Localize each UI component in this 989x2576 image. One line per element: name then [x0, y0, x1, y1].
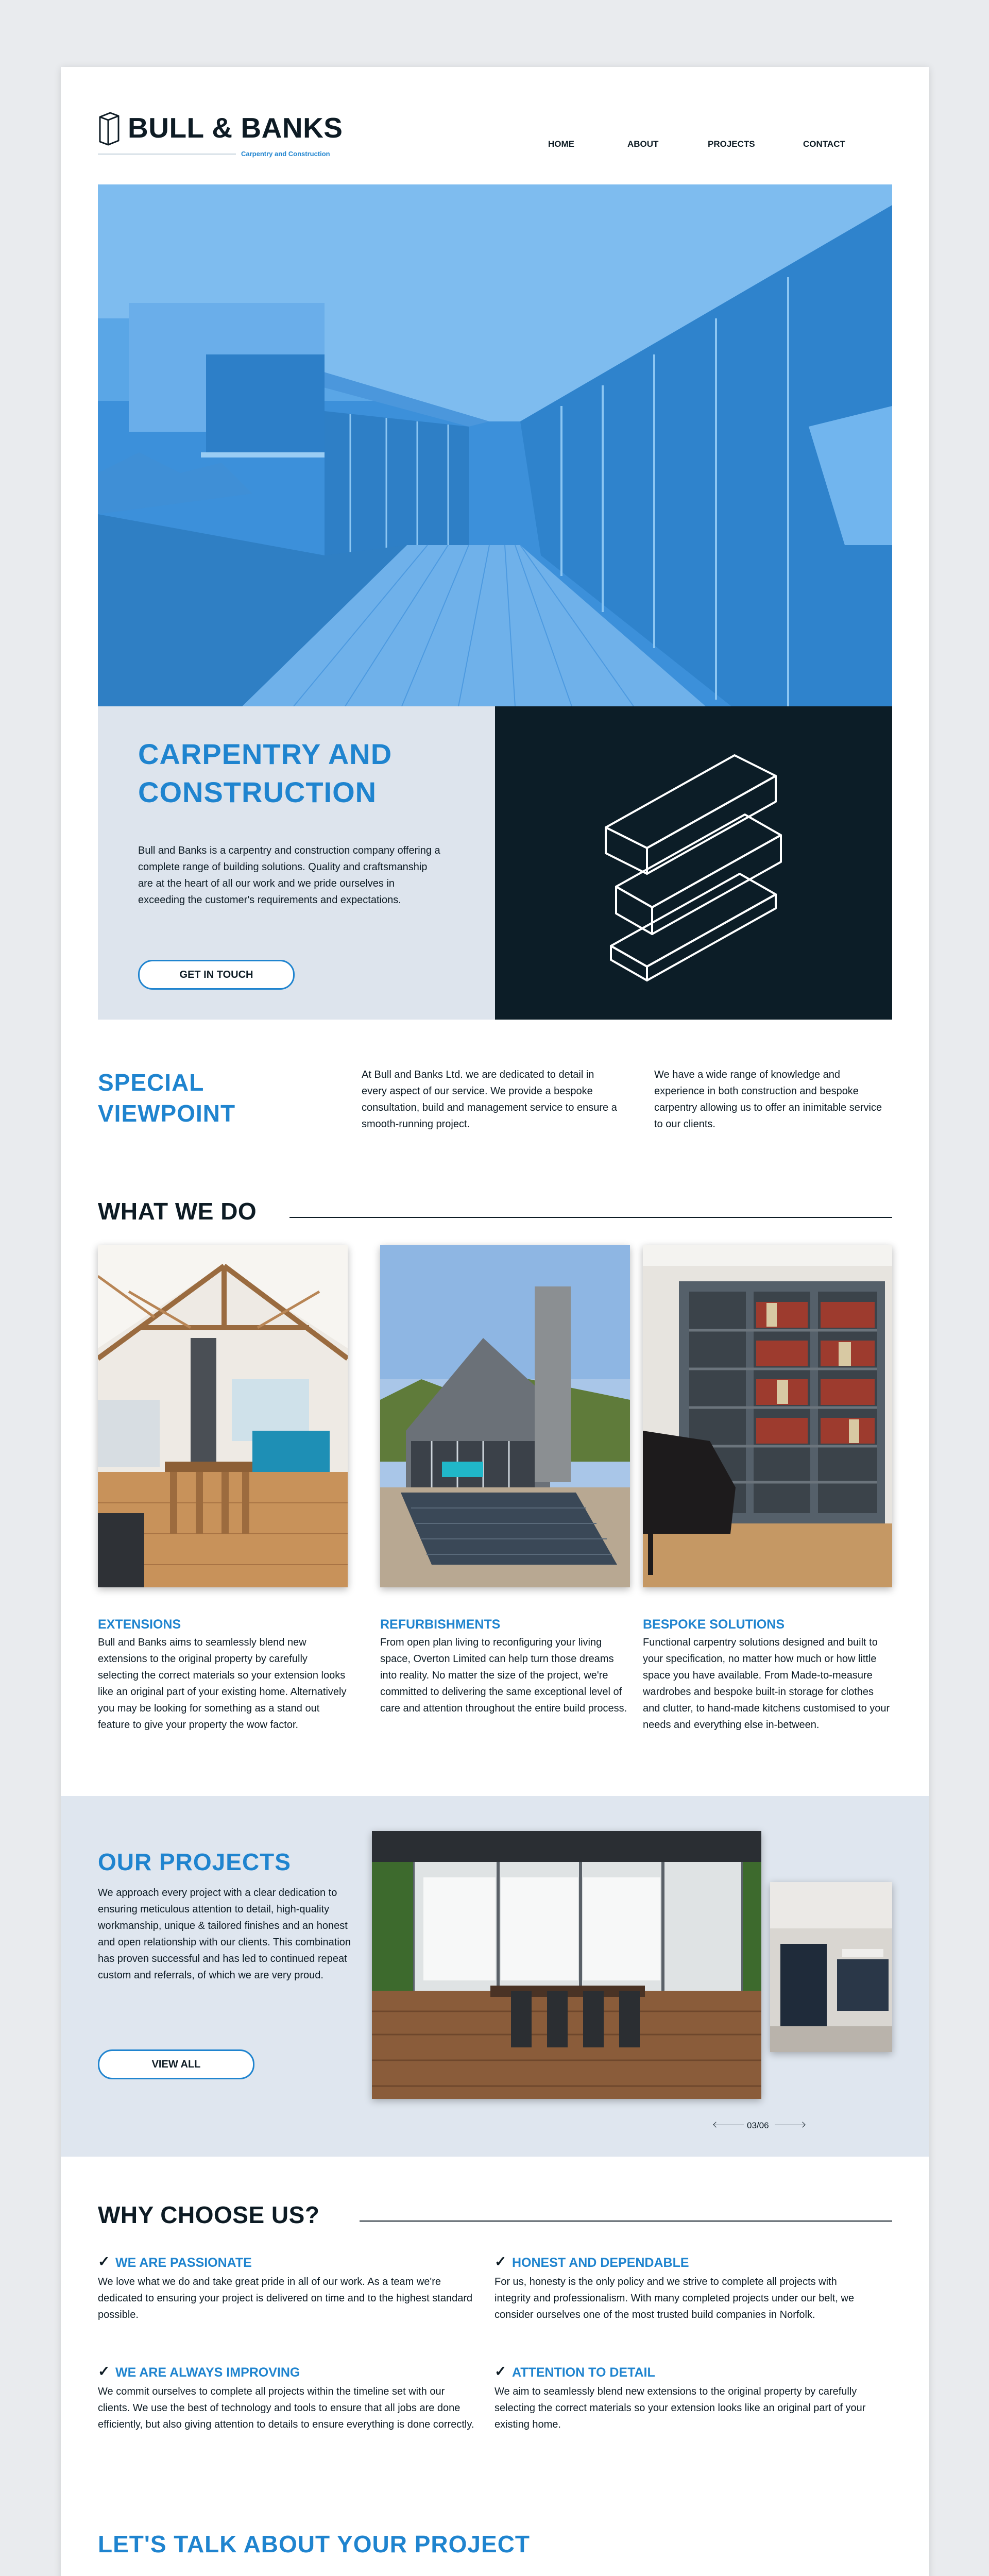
why-item-passionate-text: We love what we do and take great pride in all of our work. As a team we're dedicated to ensuring your project is delivered on time and to the highest standard possible.: [98, 2276, 473, 2320]
header-logo[interactable]: [98, 110, 343, 166]
hero-text-panel: [98, 706, 495, 1020]
pager-count: 03/06: [747, 2121, 769, 2130]
hero-house-illustration: [98, 184, 892, 706]
viewpoint-heading-line2: VIEWPOINT: [98, 1100, 236, 1127]
card-bespoke: [643, 1618, 892, 1733]
bespoke-solutions-photo: [643, 1245, 892, 1587]
nav-home[interactable]: HOME: [548, 139, 574, 149]
why-item-honest-title: HONEST AND DEPENDABLE: [512, 2256, 689, 2270]
what-we-do-rule: [289, 1217, 892, 1218]
card-refurbishments-text: From open plan living to reconfiguring your living space, Overton Limited can help turn those dreams into reality. No matter the size of the project, we're committed to delivering the same exceptional level of care and attention throughout the entire build process.: [380, 1637, 627, 1714]
card-extensions-text: Bull and Banks aims to seamlessly blend new extensions to the original property by carefully selecting the correct materials so your extension looks like an original part of your existing home. Alternatively you may be looking for something as a stand out feature to give your property the wow factor.: [98, 1637, 347, 1731]
pager-prev-arrowhead: [713, 2122, 719, 2127]
brand-tagline: Carpentry and Construction: [241, 150, 330, 158]
card-extensions: [98, 1618, 355, 1733]
project-kitchen-illustration: [770, 1882, 892, 2052]
why-item-honest-text: For us, honesty is the only policy and we strive to complete all projects with integrity and professionalism. With many completed projects under our belt, we consider ourselves one of the most trusted build companies in Norfolk.: [494, 2276, 855, 2320]
hero-heading-line1: CARPENTRY AND: [138, 738, 393, 770]
why-item-improving-text: We commit ourselves to complete all projects within the timeline set with our clients. We use the best of technology and tools to ensure that all jobs are done efficiently, but also giving attention to details to ensure everything is done correctly.: [98, 2386, 474, 2430]
why-item-improving: [98, 2363, 479, 2433]
card-bespoke-text: Functional carpentry solutions designed and built to your specification, no matter how much or how little space you have available. From Made-to-measure wardrobes and bespoke built-in storage for clothes and clutter, to hand-made kitchens customised to your needs and everything else in-between.: [643, 1637, 890, 1731]
what-we-do-title: WHAT WE DO: [98, 1198, 257, 1225]
project-photo-next[interactable]: [770, 1882, 892, 2052]
projects-body: We approach every project with a clear dedication to ensuring meticulous attention to detail, high-quality workmanship, unique & tailored finishes and an honest and open relationship with our clients. This combination has proven successful and has led to continued repeat custom and referrals, of which we are very proud.: [98, 1887, 351, 1981]
viewpoint-heading-line1: SPECIAL: [98, 1069, 204, 1096]
kitchen-interior-illustration: [98, 1245, 348, 1587]
viewpoint-section: [98, 1066, 892, 1170]
logo-underline: [98, 154, 236, 155]
why-item-detail-title: ATTENTION TO DETAIL: [512, 2365, 655, 2380]
nav-contact[interactable]: CONTACT: [803, 139, 845, 149]
project-patio-illustration: [372, 1831, 761, 2099]
extensions-photo: [98, 1245, 348, 1587]
contact-form-title: LET'S TALK ABOUT YOUR PROJECT: [98, 2531, 531, 2557]
nav-about[interactable]: ABOUT: [627, 139, 659, 149]
viewpoint-col2: We have a wide range of knowledge and experience in both construction and bespoke carpentry allowing us to offer an inimitable service to our clients.: [654, 1069, 882, 1130]
card-bespoke-title: BESPOKE SOLUTIONS: [643, 1617, 785, 1632]
main-nav: [548, 140, 894, 152]
refurbishments-photo: [380, 1245, 630, 1587]
hero-body: Bull and Banks is a carpentry and construction company offering a complete range of building solutions. Quality and craftsmanship are at the heart of all our work and we pride ourselves in exceeding the customer's requirements and expectations.: [138, 845, 440, 906]
hero-graphic-panel: [495, 706, 892, 1020]
bookshelf-interior-illustration: [643, 1245, 892, 1587]
why-item-detail-text: We aim to seamlessly blend new extensions to the original property by carefully selecting the correct materials so your extension looks like an original part of your existing home.: [494, 2386, 866, 2430]
slider-pager[interactable]: [714, 2119, 807, 2131]
brand-name: BULL & BANKS: [128, 112, 343, 144]
why-item-passionate-title: WE ARE PASSIONATE: [115, 2256, 252, 2270]
why-item-improving-title: WE ARE ALWAYS IMPROVING: [115, 2365, 300, 2380]
why-item-detail: [494, 2363, 892, 2433]
card-refurbishments-title: REFURBISHMENTS: [380, 1617, 501, 1632]
hero-heading-line2: CONSTRUCTION: [138, 776, 377, 808]
why-rule: [360, 2221, 892, 2222]
check-icon: ✓: [494, 2253, 507, 2269]
projects-section: [61, 1796, 929, 2157]
check-icon: ✓: [494, 2363, 507, 2379]
check-icon: ✓: [98, 2253, 110, 2269]
project-photo-main[interactable]: [372, 1831, 761, 2099]
page: [61, 67, 929, 2576]
card-extensions-title: EXTENSIONS: [98, 1617, 181, 1632]
pager-next-arrowhead: [799, 2122, 805, 2127]
view-all-button[interactable]: VIEW ALL: [98, 2049, 254, 2079]
check-icon: ✓: [98, 2363, 110, 2379]
why-item-honest: [494, 2253, 892, 2323]
get-in-touch-button[interactable]: GET IN TOUCH: [138, 960, 295, 990]
stacked-planks-icon: [590, 742, 796, 985]
hero-image: [98, 184, 892, 706]
why-title: WHY CHOOSE US?: [98, 2201, 320, 2228]
projects-title: OUR PROJECTS: [98, 1849, 291, 1875]
house-exterior-illustration: [380, 1245, 630, 1587]
card-refurbishments: [380, 1618, 638, 1717]
cube-logo-icon: [98, 111, 121, 147]
nav-projects[interactable]: PROJECTS: [708, 139, 755, 149]
viewpoint-col1: At Bull and Banks Ltd. we are dedicated to detail in every aspect of our service. We provide a bespoke consultation, build and management service to ensure a smooth-running project.: [362, 1069, 617, 1130]
why-item-passionate: [98, 2253, 479, 2323]
